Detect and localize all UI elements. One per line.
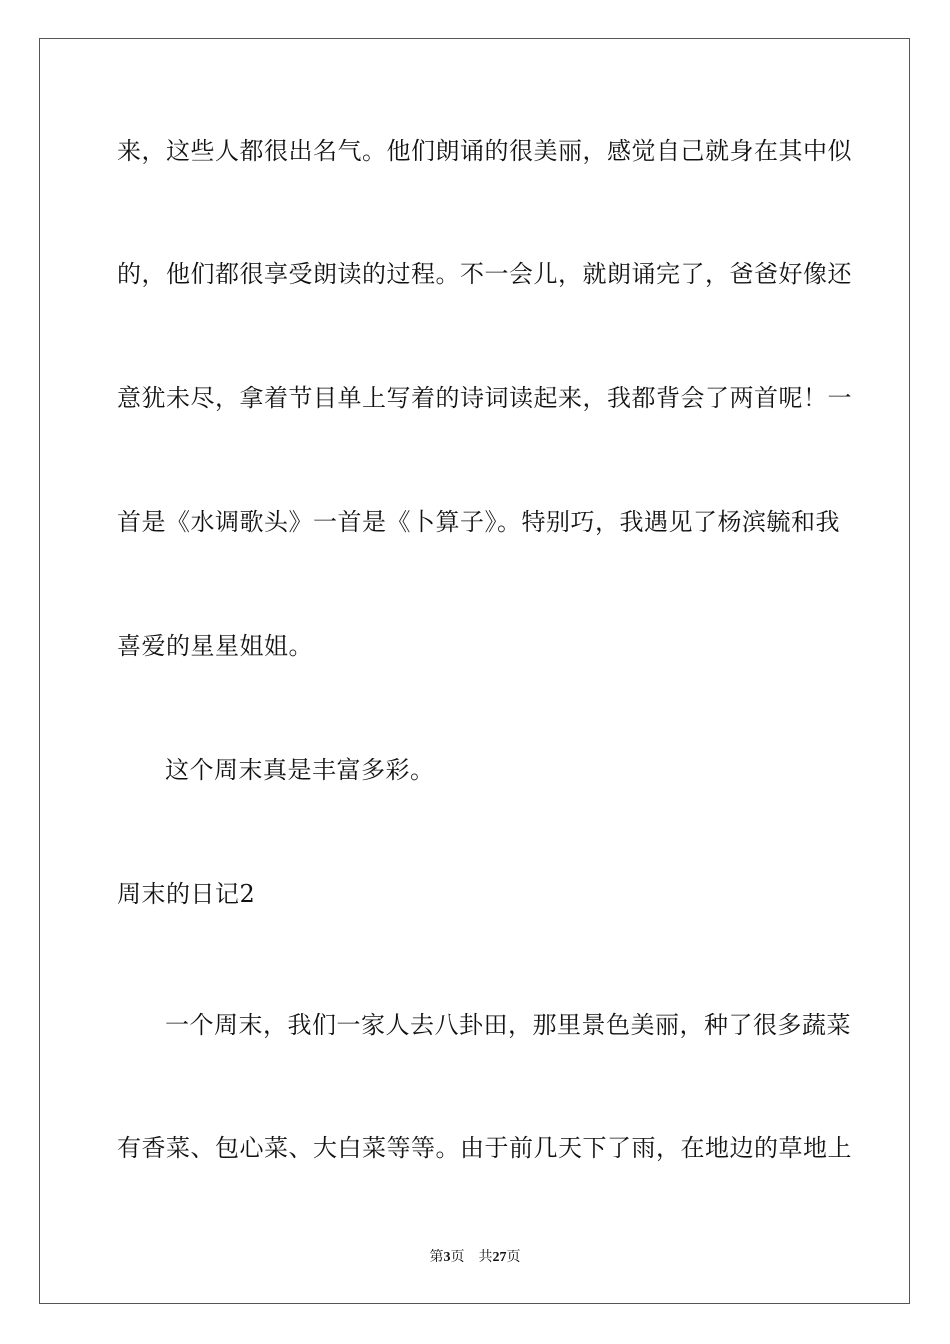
paragraph-line: 意犹未尽，拿着节目单上写着的诗词读起来，我都背会了两首呢！一: [117, 384, 852, 412]
page-prefix: 第: [429, 1249, 444, 1265]
paragraph-line: 一个周末，我们一家人去八卦田，那里景色美丽，种了很多蔬菜: [165, 1011, 851, 1039]
total-suffix: 页: [506, 1249, 521, 1265]
paragraph-text: 这个周末真是丰富多彩。: [165, 756, 435, 784]
page-footer: [0, 1247, 950, 1268]
paragraph-line: 首是《水调歌头》一首是《卜算子》。特别巧，我遇见了杨滨毓和我: [117, 508, 840, 536]
paragraph-line: 有香菜、包心菜、大白菜等等。由于前几天下了雨，在地边的草地上: [117, 1134, 852, 1162]
paragraph-line: 的，他们都很享受朗读的过程。不一会儿，就朗诵完了，爸爸好像还: [117, 260, 852, 288]
section-heading: 周末的日记2: [117, 880, 256, 908]
page-border: [39, 38, 910, 1304]
page-number: 3: [443, 1250, 451, 1265]
total-pages: 27: [492, 1250, 507, 1265]
paragraph-line: 来，这些人都很出名气。他们朗诵的很美丽，感觉自己就身在其中似: [117, 137, 852, 165]
total-prefix: 共: [478, 1249, 493, 1265]
paragraph-line: 喜爱的星星姐姐。: [117, 632, 313, 660]
page-suffix: 页: [450, 1249, 465, 1265]
